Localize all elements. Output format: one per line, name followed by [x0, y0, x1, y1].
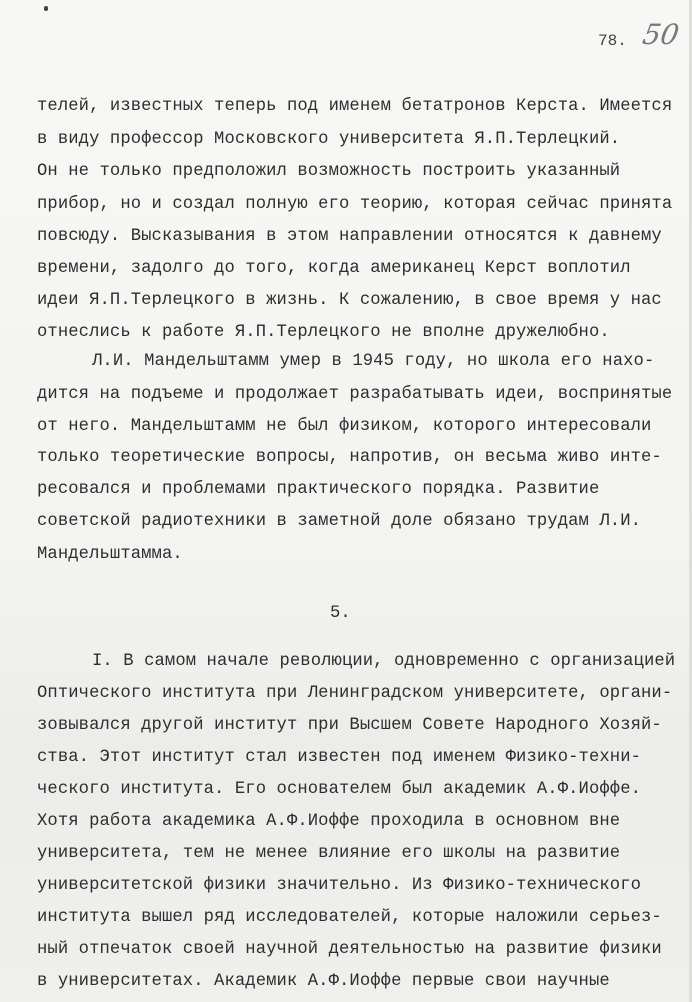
text-line: ный отпечаток своей научной деятельностью на развитие физики — [37, 940, 662, 959]
text-line: университета, тем не менее влияние его школы на развитие — [37, 844, 621, 863]
text-line: университетской физики значительно. Из Физико-технического — [37, 876, 642, 895]
text-line: Оптического института при Ленинградском университете, органи- — [37, 684, 673, 703]
text-line: института вышел ряд исследователей, которые наложили серьез- — [37, 908, 662, 927]
text-line: в виду профессор Московского университета Я.П.Терлецкий. — [37, 130, 621, 149]
handwritten-page-number: 50 — [640, 18, 682, 51]
text-line: ресовался и проблемами практического порядка. Развитие — [37, 480, 600, 499]
text-line: только теоретические вопросы, напротив, он весьма живо инте- — [37, 448, 662, 467]
text-line: телей, известных теперь под именем бетатронов Керста. Имеется — [37, 97, 673, 116]
text-line: отнеслись к работе Я.П.Терлецкого не вполне дружелюбно. — [37, 323, 610, 342]
text-line: зовывался другой институт при Высшем Совете Народного Хозяй- — [37, 716, 662, 735]
text-line: ческого института. Его основателем был академик А.Ф.Иоффе. — [37, 780, 642, 799]
text-line: Он не только предположил возможность построить указанный — [37, 162, 621, 181]
section-number: 5. — [330, 604, 351, 623]
text-line: Хотя работа академика А.Ф.Иоффе проходила в основном вне — [37, 812, 621, 831]
text-line: I. В самом начале революции, одновременно с организацией — [92, 652, 676, 671]
text-line: идеи Я.П.Терлецкого в жизнь. К сожалению, в свое время у нас — [37, 291, 662, 310]
text-line: повсюду. Высказывания в этом направлении относятся к давнему — [37, 227, 662, 246]
text-line: советской радиотехники в заметной доле обязано трудам Л.И. — [37, 512, 642, 531]
text-line: ства. Этот институт стал известен под именем Физико-техни- — [37, 748, 642, 767]
page-number: 78. — [598, 32, 627, 50]
text-line: Мандельштамма. — [37, 545, 183, 564]
ink-speck — [44, 6, 48, 11]
text-line: Л.И. Мандельштамм умер в 1945 году, но школа его нахо- — [92, 352, 655, 371]
text-line: в университетах. Академик А.Ф.Иоффе первые свои научные — [37, 972, 610, 991]
text-line: прибор, но и создал полную его теорию, которая сейчас принята — [37, 195, 673, 214]
text-line: времени, задолго до того, когда американец Керст воплотил — [37, 259, 631, 278]
text-line: от него. Мандельштамм не был физиком, которого интересовали — [37, 417, 652, 436]
text-line: дится на подъеме и продолжает разрабатывать идеи, воспринятые — [37, 385, 673, 404]
